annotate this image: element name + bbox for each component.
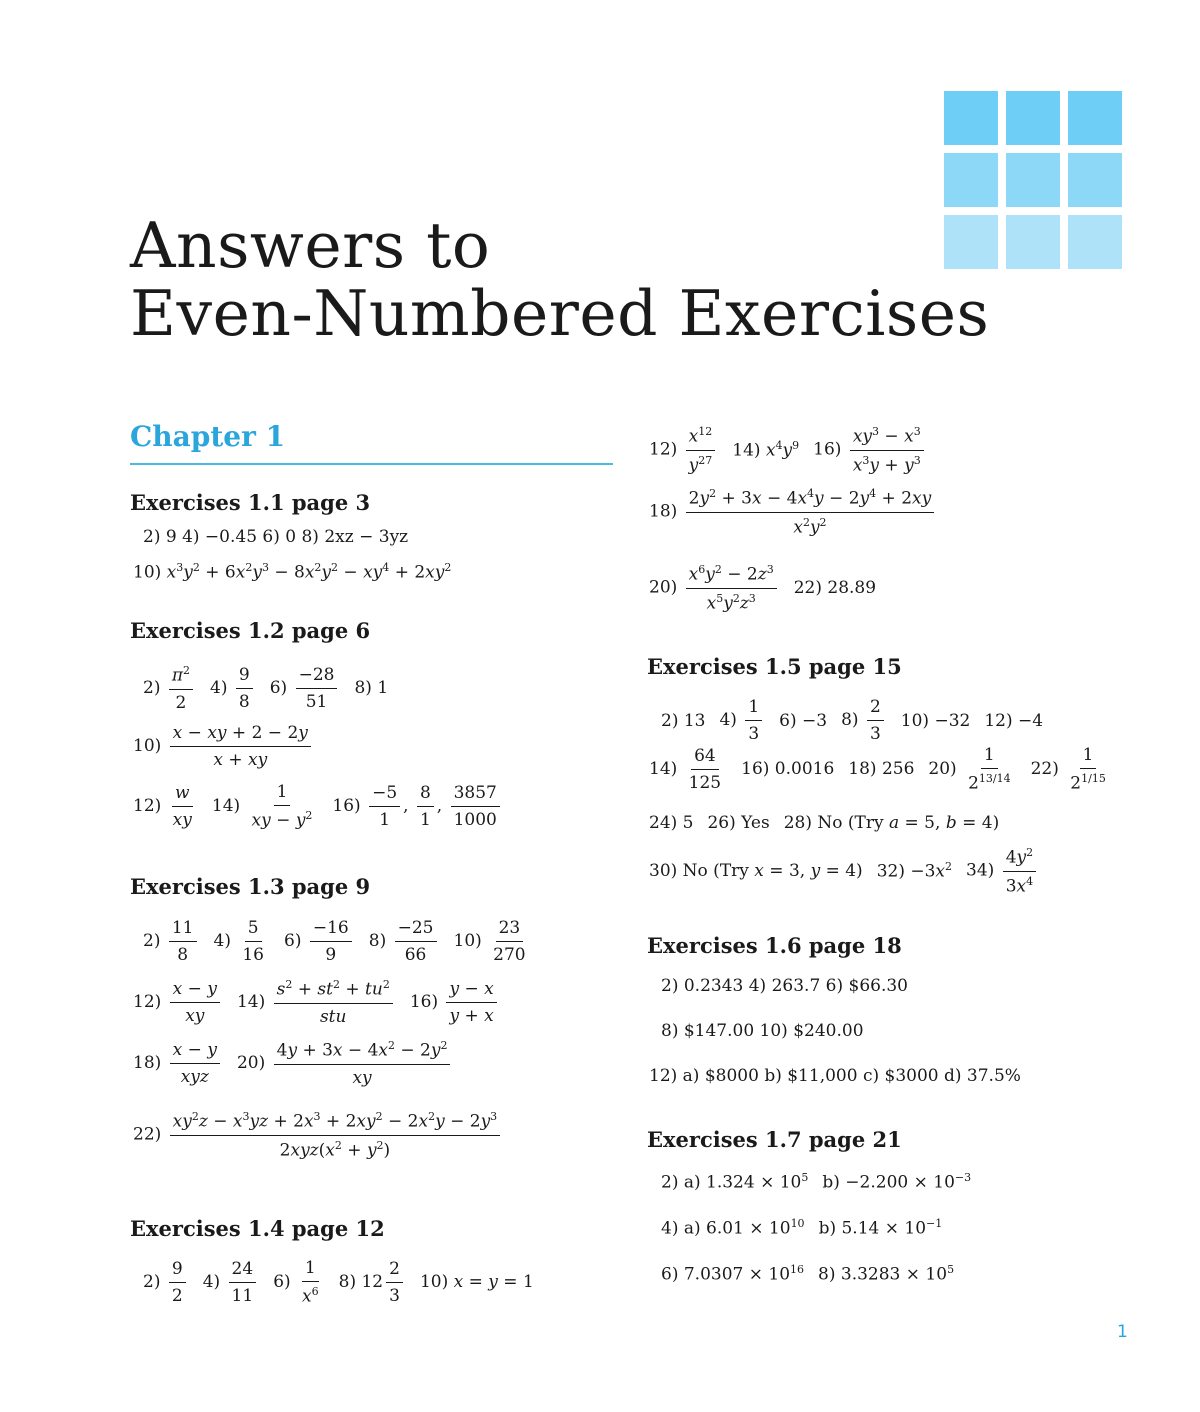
answer-expression: 16) $\frac{y - x}{y + x}$ bbox=[410, 979, 500, 1026]
page-title bbox=[130, 209, 990, 350]
answer-expression: 4) $\frac{1}{3}$ bbox=[719, 697, 765, 744]
answer-line bbox=[649, 487, 951, 537]
answer-line bbox=[661, 976, 922, 996]
answer-expression: 4) $\frac{9}{8}$ bbox=[210, 665, 256, 712]
answer-expression: 20) $\frac{1}{2^{13/14}}$ bbox=[928, 745, 1011, 794]
answer-line bbox=[649, 1066, 1035, 1086]
answer-text: b) $5.14 \times 10^{-1}$ bbox=[818, 1217, 943, 1239]
answer-text: 6) $7.0307 \times 10^{16}$ bbox=[661, 1263, 805, 1285]
answer-expression: 10) $\frac{x - xy + 2 - 2y}{x + xy}$ bbox=[133, 723, 314, 770]
answer-line bbox=[649, 425, 941, 475]
answer-expression: 28) No (Try a = 5, b = 4) bbox=[783, 813, 1000, 833]
answer-text: 12) a) $8000 b) $11,000 c) $3000 d) 37.5% bbox=[649, 1066, 1021, 1086]
answer-line bbox=[143, 1258, 548, 1307]
answer-expression: 10) x = y = 1 bbox=[419, 1272, 534, 1293]
chapter-rule bbox=[130, 463, 613, 465]
decorative-square bbox=[1006, 215, 1060, 269]
answer-expression: 2) $\frac{11}{8}$ bbox=[143, 918, 200, 965]
chapter-heading: Chapter 1 bbox=[130, 420, 286, 453]
answer-line bbox=[661, 1021, 878, 1041]
answer-expression: 8) 1 bbox=[354, 678, 389, 699]
answer-line bbox=[133, 1110, 517, 1160]
answer-expression: 16) 0.0016 bbox=[741, 759, 835, 780]
answer-expression: 22) $\frac{xy^2z - x^3yz + 2x^3 + 2xy^2 - 2x^2y - 2y^3}{2xyz(x^2 + y^2)}$ bbox=[133, 1110, 503, 1160]
answer-expression: 18) 256 bbox=[848, 759, 915, 780]
title-line: Answers to bbox=[130, 209, 491, 282]
answer-expression: 2) $\frac{\pi^2}{2}$ bbox=[143, 664, 196, 713]
answer-line bbox=[649, 813, 1013, 833]
answer-expression: 2) $\frac{9}{2}$ bbox=[143, 1259, 189, 1306]
answer-line bbox=[661, 697, 1057, 744]
answer-expression: 14) $\frac{64}{125}$ bbox=[649, 745, 722, 793]
decorative-square bbox=[1006, 153, 1060, 207]
answer-text: 2) a) $1.324 \times 10^5$ bbox=[661, 1171, 809, 1193]
section-heading: Exercises 1.5 page 15 bbox=[647, 654, 902, 679]
answer-expression: 26) Yes bbox=[707, 813, 770, 833]
answer-expression: 8) 12 $\frac{2}{3}$ bbox=[339, 1259, 406, 1306]
answer-expression: 10) $\frac{23}{270}$ bbox=[453, 918, 526, 965]
answer-expression: 6) $\frac{1}{x^6}$ bbox=[273, 1258, 319, 1307]
answer-expression: 14) $x^4y^9$ bbox=[732, 439, 800, 461]
answer-expression: 18) $\frac{2y^2 + 3x - 4x^4y - 2y^4 + 2xy}{x^2y^2}$ bbox=[649, 487, 937, 537]
answer-expression: 2) 13 bbox=[661, 710, 706, 731]
answer-line bbox=[143, 918, 546, 965]
section-heading: Exercises 1.3 page 9 bbox=[130, 874, 371, 899]
answer-expression: 6) $\frac{-16}{9}$ bbox=[284, 918, 355, 965]
answer-expression: 20) $\frac{x^6y^2 - 2z^3}{x^5y^2z^3}$ bbox=[649, 563, 780, 613]
answer-line bbox=[649, 846, 1053, 896]
answer-expression: 14) $\frac{1}{xy - y^2}$ bbox=[211, 782, 313, 831]
section-heading: Exercises 1.4 page 12 bbox=[130, 1216, 385, 1241]
answer-line bbox=[661, 1171, 985, 1193]
page-number: 1 bbox=[1117, 1322, 1128, 1342]
answer-line bbox=[133, 1039, 467, 1088]
decorative-square bbox=[1068, 91, 1122, 145]
answer-expression: 12) $\frac{x^{12}}{y^{27}}$ bbox=[649, 425, 718, 475]
decorative-square bbox=[944, 153, 998, 207]
answer-expression: 16) $\frac{xy^3 - x^3}{x^3y + y^3}$ bbox=[813, 425, 927, 475]
answer-expression: 18) $\frac{x - y}{\text{xyz}}$ bbox=[133, 1040, 223, 1087]
answer-expression: 34) $\frac{4y^2}{3x^4}$ bbox=[966, 846, 1039, 896]
answer-text: 8) $3.3283 \times 10^5$ bbox=[818, 1263, 955, 1285]
answer-text: 4) a) $6.01 \times 10^{10}$ bbox=[661, 1217, 805, 1239]
answer-expression: 30) No (Try x = 3, y = 4) bbox=[649, 861, 863, 882]
section-heading: Exercises 1.2 page 6 bbox=[130, 618, 371, 643]
answer-line bbox=[133, 782, 517, 831]
title-line: Even-Numbered Exercises bbox=[130, 277, 990, 350]
answer-expression: 10) $x^3y^2 + 6x^2y^3 - 8x^2y^2 - xy^4 + 2xy^2$ bbox=[133, 561, 452, 583]
answer-text: 2) 9 4) −0.45 6) 0 8) 2xz − 3yz bbox=[143, 527, 409, 547]
answer-line bbox=[661, 1263, 968, 1285]
answer-line bbox=[133, 561, 465, 583]
answer-expression: 12) $\frac{w}{xy}$ bbox=[133, 782, 192, 830]
answer-text: $b) -2.200 \times 10^{-3}$ bbox=[822, 1171, 972, 1193]
section-heading: Exercises 1.6 page 18 bbox=[647, 933, 902, 958]
answer-line bbox=[661, 1217, 956, 1239]
answer-expression: 12) −4 bbox=[984, 710, 1044, 731]
answer-expression: 22) 28.89 bbox=[793, 578, 877, 599]
section-heading: Exercises 1.7 page 21 bbox=[647, 1127, 902, 1152]
answer-expression: 24) 5 bbox=[649, 813, 694, 833]
answer-expression: 8) $\frac{2}{3}$ bbox=[841, 697, 887, 744]
answer-line bbox=[649, 563, 890, 613]
answer-line bbox=[133, 723, 328, 770]
decorative-square bbox=[1068, 153, 1122, 207]
decorative-square bbox=[1006, 91, 1060, 145]
answer-expression: 4) $\frac{24}{11}$ bbox=[203, 1259, 260, 1306]
answer-expression: 20) $\frac{4y + 3x - 4x^2 - 2y^2}{xy}$ bbox=[237, 1039, 454, 1088]
answer-expression: 8) $\frac{-25}{66}$ bbox=[369, 918, 440, 965]
answer-expression: 16) $\frac{-5}{1}$ , $\frac{8}{1}$ , $\frac{3857}{1000}$ bbox=[332, 783, 502, 830]
answer-line bbox=[133, 978, 514, 1027]
answer-expression: $32) -3x^2$ bbox=[876, 860, 953, 882]
answer-line bbox=[649, 745, 1126, 794]
decorative-square bbox=[944, 91, 998, 145]
answer-expression: 6) $\frac{-28}{51}$ bbox=[270, 665, 341, 712]
answer-expression: 14) $\frac{s^2 + st^2 + tu^2}{\text{stu}}$ bbox=[237, 978, 396, 1027]
answer-text: 8) $147.00 10) $240.00 bbox=[661, 1021, 864, 1041]
answer-expression: 4) $\frac{5}{16}$ bbox=[213, 918, 264, 965]
answer-expression: 10) −32 bbox=[900, 710, 971, 731]
decorative-square bbox=[1068, 215, 1122, 269]
answer-expression: 6) −3 bbox=[779, 710, 828, 731]
answer-expression: 12) $\frac{x - y}{xy}$ bbox=[133, 979, 223, 1026]
section-heading: Exercises 1.1 page 3 bbox=[130, 490, 371, 515]
answer-line bbox=[143, 527, 422, 547]
answer-expression: 22) $\frac{1}{2^{1/15}}$ bbox=[1030, 745, 1106, 794]
answer-text: 2) 0.2343 4) 263.7 6) $66.30 bbox=[661, 976, 908, 996]
answer-line bbox=[143, 664, 402, 713]
